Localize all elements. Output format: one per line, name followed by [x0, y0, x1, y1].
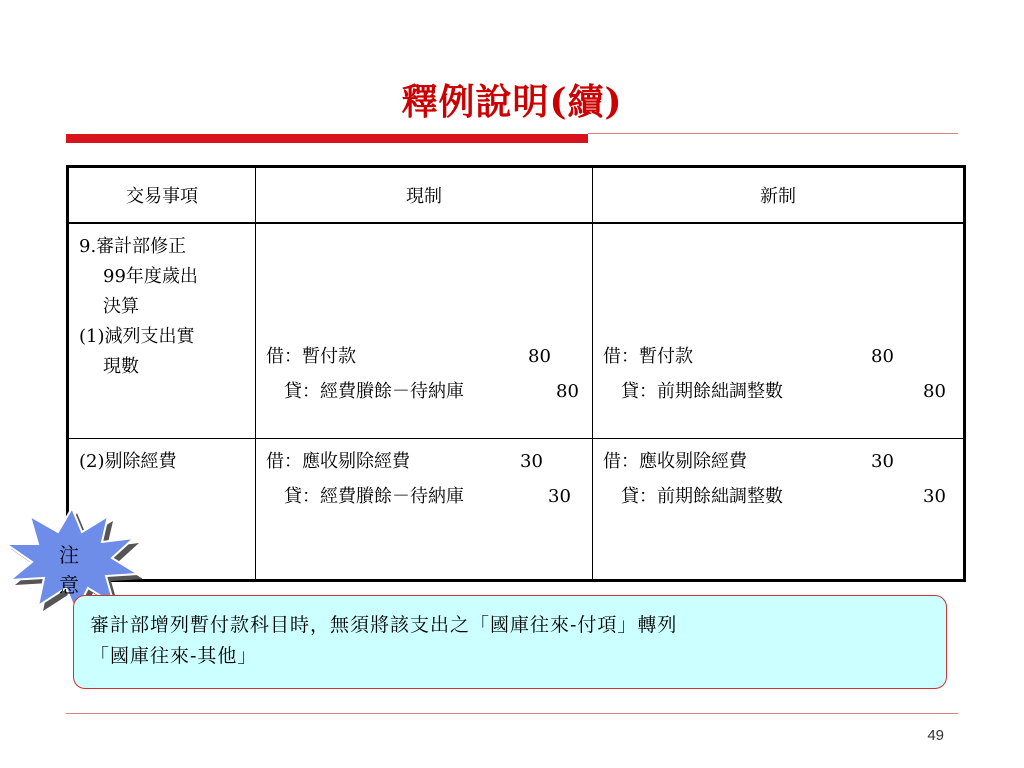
credit-label: 貸：前期餘絀調整數 [621, 381, 783, 402]
header-new-system: 新制 [593, 167, 965, 224]
debit-label: 借：暫付款 [266, 346, 356, 367]
debit-amount: 80 [528, 346, 551, 367]
credit-entry [266, 374, 582, 409]
slide-title: 釋例說明(續) [401, 81, 623, 123]
header-current-system: 現制 [256, 167, 593, 224]
debit-label: 借：應收剔除經費 [603, 451, 747, 472]
credit-amount: 80 [923, 381, 946, 402]
note-box [73, 595, 947, 689]
debit-entry [266, 444, 582, 479]
page-number: 49 [927, 727, 944, 744]
credit-label: 貸：前期餘絀調整數 [621, 486, 783, 507]
title-underline-thin [588, 133, 958, 134]
debit-entry [603, 339, 953, 374]
debit-amount: 30 [871, 451, 894, 472]
journal-entry-table [66, 165, 966, 582]
debit-label: 借：暫付款 [603, 346, 693, 367]
desc-line: 現數 [103, 356, 139, 377]
desc-line: 決算 [103, 296, 139, 317]
desc-line: 9.審計部修正 [79, 236, 187, 257]
debit-label: 借：應收剔除經費 [266, 451, 410, 472]
callout-label [56, 540, 82, 600]
table-row [68, 223, 965, 439]
callout-label-line: 意 [59, 573, 79, 597]
note-line: 審計部增列暫付款科目時，無須將該支出之「國庫往來-付項」轉列 [90, 614, 678, 636]
debit-entry [266, 339, 582, 374]
header-transaction: 交易事項 [68, 167, 256, 224]
table-header-row [68, 167, 965, 224]
credit-amount: 80 [556, 381, 579, 402]
current-system-cell [256, 439, 593, 581]
note-line: 「國庫往來-其他」 [90, 645, 258, 667]
debit-entry [603, 444, 953, 479]
debit-amount: 30 [520, 451, 543, 472]
credit-amount: 30 [548, 486, 571, 507]
credit-entry [266, 479, 582, 514]
title-underline-thick [66, 134, 588, 143]
table-row [68, 439, 965, 581]
footer-rule [66, 713, 958, 714]
credit-label: 貸：經費賸餘－待納庫 [284, 381, 464, 402]
desc-line: 99年度歲出 [103, 266, 198, 287]
current-system-cell [256, 223, 593, 439]
debit-amount: 80 [871, 346, 894, 367]
credit-amount: 30 [923, 486, 946, 507]
transaction-cell [68, 223, 256, 439]
callout-label-line: 注 [59, 543, 79, 567]
credit-entry [603, 374, 953, 409]
new-system-cell [593, 223, 965, 439]
credit-entry [603, 479, 953, 514]
new-system-cell [593, 439, 965, 581]
desc-line: (2)剔除經費 [79, 451, 177, 472]
desc-line: (1)減列支出實 [79, 326, 195, 347]
credit-label: 貸：經費賸餘－待納庫 [284, 486, 464, 507]
